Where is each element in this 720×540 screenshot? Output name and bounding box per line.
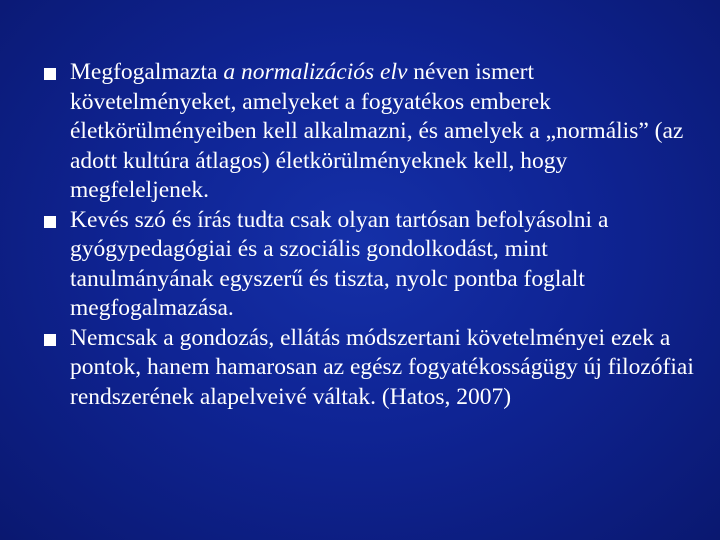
bullet-item-3 bbox=[44, 324, 694, 413]
bullet-item-2 bbox=[44, 206, 694, 324]
square-bullet-icon bbox=[44, 216, 56, 228]
bullet-list bbox=[44, 58, 694, 412]
bullet-text-2: Kevés szó és írás tudta csak olyan tartósan befolyásolni a gyógypedagógiai és a szociális gondolkodást, mint tanulmányának egyszerű és tiszta, nyolc pontba foglalt megfogalmazása. bbox=[70, 206, 609, 321]
square-bullet-icon bbox=[44, 334, 56, 346]
bullet-item-1 bbox=[44, 58, 694, 206]
bullet-text-1-start: Megfogalmazta bbox=[70, 59, 224, 85]
bullet-text-3: Nemcsak a gondozás, ellátás módszertani követelményei ezek a pontok, hanem hamarosan az egész fogyatékosságügy új filozófiai rendszerének alapelveivé váltak. (Hatos, 2007) bbox=[70, 324, 694, 410]
square-bullet-icon bbox=[44, 68, 56, 80]
bullet-text-1-emphasis: a normalizációs elv bbox=[223, 59, 408, 85]
bullet-text-1-end: néven ismert követelményeket, amelyeket a fogyatékos emberek életkörülményeiben kell alkalmazni, és amelyek a „normális” (az adott kultúra átlagos) életkörülményeknek kell, hogy megfeleljenek. bbox=[70, 59, 684, 203]
bullet-text-1 bbox=[70, 59, 683, 203]
